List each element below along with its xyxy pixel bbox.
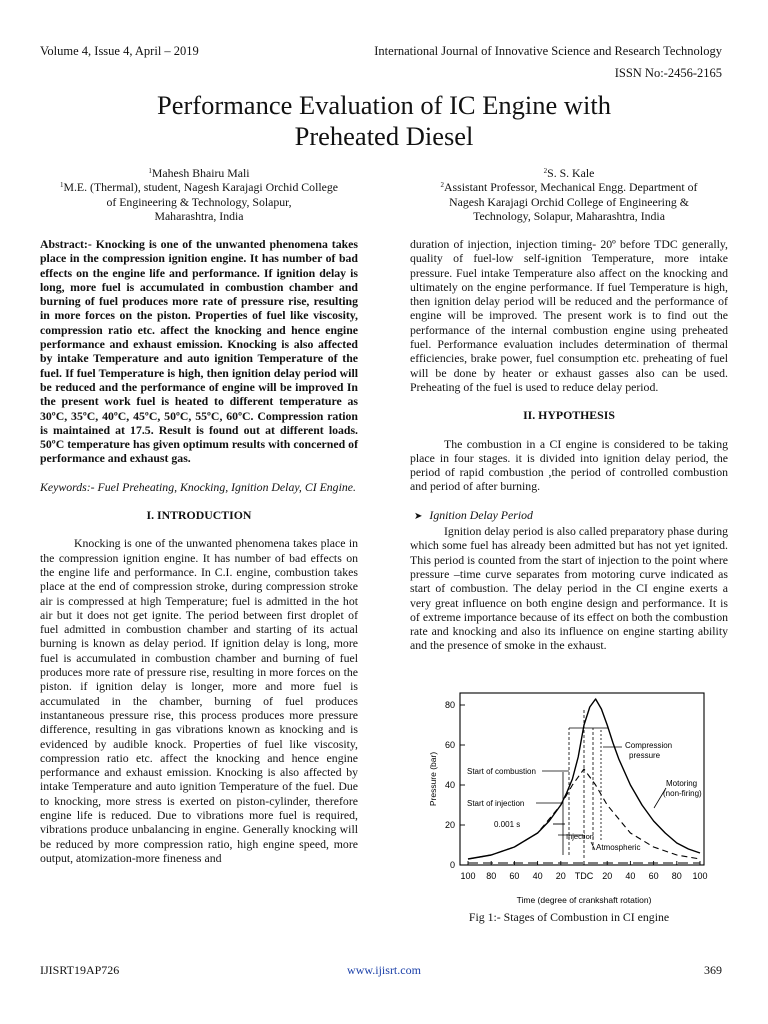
x-tick-label: 20 xyxy=(555,871,566,881)
author-block-1 xyxy=(40,166,358,223)
figure-combustion-stages xyxy=(408,690,728,908)
author-2-aff-line-2: Nagesh Karajagi Orchid College of Engineering & xyxy=(449,194,689,209)
paper-title xyxy=(40,90,728,152)
hypothesis-text: The combustion in a CI engine is considered to be taking place in four stages. it is divided into ignition delay period, the period of rapid combustion ,the period of controlled combustion and period of after burning. xyxy=(410,436,728,494)
title-line-1: Performance Evaluation of IC Engine with xyxy=(156,90,612,120)
x-tick-label: TDC xyxy=(574,871,594,881)
introduction-continued: duration of injection, injection timing- 20º before TDC generally, quality of fuel-low self-ignition Temperature, more intake pressure. Fuel intake Temperature also affect on the knocking and ultimately on the engine performance. If fuel Temperature is high, then ignition delay period will be reduced and the performance of engine will be improved. The present work is to find out the performance of the internal combustion engine using preheated fuel. Performance evaluation includes determination of thermal efficiencies, brake power, fuel consumption etc. preheating of fuel will be done by heater or exhaust gasses also can be used. Preheating of the fuel is used to reduce delay period. xyxy=(410,237,728,394)
author-2-aff-line-1: Assistant Professor, Mechanical Engg. Department of xyxy=(444,180,698,195)
label-non-firing: (non-firing) xyxy=(663,789,702,798)
author-2-name: S. S. Kale xyxy=(547,166,595,180)
author-1-sup: 1 xyxy=(148,167,152,175)
author-2-aff-sup: 2 xyxy=(440,181,445,190)
keywords: Keywords:- Fuel Preheating, Knocking, Ignition Delay, CI Engine. xyxy=(40,479,356,494)
x-tick-label: 40 xyxy=(532,871,543,881)
subheading-ignition-delay xyxy=(410,508,728,524)
issn: ISSN No:-2456-2165 xyxy=(614,66,722,80)
section-heading-hypothesis: II. HYPOTHESIS xyxy=(523,408,615,423)
label-compression: Compression xyxy=(625,741,673,750)
x-tick-label: 100 xyxy=(460,871,476,881)
section-heading-introduction: I. INTRODUCTION xyxy=(146,508,252,523)
arrow-bullet-icon: ➤ xyxy=(414,510,423,522)
label-start-of-injection: Start of injection xyxy=(467,799,525,808)
x-tick-label: 60 xyxy=(509,871,520,881)
ignition-delay-text: Ignition delay period is also called preparatory phase during which some fuel has already been admitted but has not yet ignited. This period is counted from the start of injection to the point where pressure –time curve separates from motoring curve indicated as start of combustion. The delay period in the CI engine exerts a very great influence on both engine design and performance. It is of extreme importance because of its effect on both the combustion rate and knocking and also its influence on engine starting ability and the presence of smoke in the exhaust. xyxy=(410,524,728,653)
x-tick-label: 100 xyxy=(692,871,708,881)
label-time-marker: 0.001 s xyxy=(494,820,521,829)
author-1-aff-sup: 1 xyxy=(59,181,64,190)
title-line-2: Preheated Diesel xyxy=(294,121,474,151)
y-tick-label: 0 xyxy=(449,860,455,870)
y-tick-label: 20 xyxy=(444,820,455,830)
x-tick-label: 20 xyxy=(602,871,613,881)
y-tick-label: 80 xyxy=(444,700,455,710)
y-tick-label: 40 xyxy=(444,780,455,790)
x-tick-label: 80 xyxy=(671,871,682,881)
x-tick-label: 80 xyxy=(486,871,497,881)
journal-name: International Journal of Innovative Science and Research Technology xyxy=(374,44,722,58)
abstract: Abstract:- Knocking is one of the unwanted phenomena takes place in the compression ignition engine. It has number of bad effects on the engine life and performance. If ignition delay is long, more fuel is accumulated in combustion chamber and burning of fuel produces more rate of pressure rise, resulting in more forces on the piston. Properties of fuel like viscosity, compression ratio etc. affect the knocking and hence engine performance and exhaust emission. Knocking is also affected by intake Temperature and auto ignition Temperature of the fuel. If fuel Temperature is high, then ignition delay period will be reduced and the performance of engine will be improved In the present work fuel is heated to different temperature as 30ºC, 35ºC, 40ºC, 45ºC, 50ºC, 55ºC, 60ºC. Compression ration is maintained at 17.5. Result is found out at different loads. 50ºC temperature has given optimum results with concerned of performance and exhaust gas. xyxy=(40,237,358,466)
x-axis-title: Time (degree of crankshaft rotation) xyxy=(516,895,652,905)
author-1-aff-line-3: Maharashtra, India xyxy=(154,208,244,223)
author-1-aff-line-2: of Engineering & Technology, Solapur, xyxy=(106,194,292,209)
author-1-name: Mahesh Bhairu Mali xyxy=(151,166,250,180)
left-column xyxy=(40,237,358,865)
author-2-aff-line-3: Technology, Solapur, Maharashtra, India xyxy=(473,208,665,223)
label-atmospheric: Atmospheric xyxy=(596,843,641,852)
journal-url-link[interactable]: www.ijisrt.com xyxy=(347,963,421,977)
x-tick-label: 40 xyxy=(625,871,636,881)
subheading-ignition-delay-label: Ignition Delay Period xyxy=(429,507,533,522)
article-id: IJISRT19AP726 xyxy=(40,963,120,977)
volume-issue: Volume 4, Issue 4, April – 2019 xyxy=(40,44,199,58)
author-2-sup: 2 xyxy=(543,167,548,175)
y-tick-label: 60 xyxy=(444,740,455,750)
figure-caption: Fig 1:- Stages of Combustion in CI engine xyxy=(468,910,670,924)
author-block-2 xyxy=(410,166,728,223)
label-motoring: Motoring xyxy=(666,779,698,788)
y-axis-title: Pressure (bar) xyxy=(428,751,438,807)
right-column xyxy=(410,237,728,653)
introduction-text: Knocking is one of the unwanted phenomena takes place in the compression ignition engine. It has number of bad effects on the engine life and performance. In C.I. engine, combustion takes place at the end of compression stroke, during compression stroke air is compressed at high Temperature; fuel is admitted in the hot air but it does not get ignite. The period between first droplet of fuel admitted in combustion chamber and starting of its actual burning is known as delay period. If ignition delay is long, more fuel is accumulated in combustion chamber and burning of fuel produces more rate of pressure rise, resulting in more forces on the piston. if ignition delay is longer, more and more fuel is accumulated in the chamber, burning of fuel produces instantaneous pressure rise, this process produces more pressure difference, resulting in gas vibrations known as knocking and is evidenced by audible knock. Properties of fuel like viscosity, compression ratio etc. affect the knocking and hence engine performance and exhaust emission. Knocking is also affected by intake Temperature and auto ignition Temperature of the fuel. Due to knocking, more stress is exerted on piston-cylinder, therefore engine life is reduced. Due to vibrations more fuel is required, vibrations produce unbalancing in engine. Generally knocking will be reduced by more compression ratio, high engine speed, more output, atomization-more fineness and xyxy=(40,536,358,865)
label-start-of-combustion: Start of combustion xyxy=(467,767,536,776)
label-injection: Injection xyxy=(566,832,594,841)
label-compression-pressure: pressure xyxy=(629,751,661,760)
page-number: 369 xyxy=(704,963,722,977)
author-1-aff-line-1: M.E. (Thermal), student, Nagesh Karajagi Orchid College xyxy=(63,180,339,195)
x-tick-label: 60 xyxy=(648,871,659,881)
